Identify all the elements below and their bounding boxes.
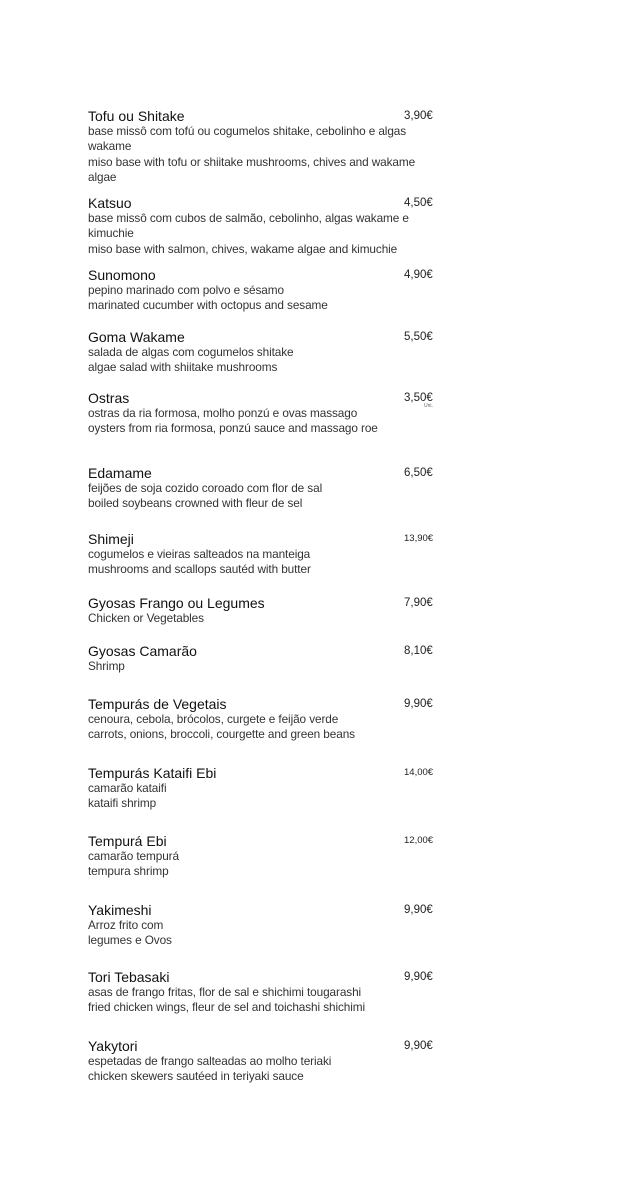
item-name: Tori Tebasaki	[88, 969, 170, 985]
menu-item	[88, 1038, 438, 1085]
item-name: Ostras	[88, 390, 130, 406]
menu-item	[88, 969, 438, 1016]
item-description: Chicken or Vegetables	[88, 611, 204, 625]
item-description: tempura shrimp	[88, 864, 169, 879]
item-name: Tofu ou Shitake	[88, 108, 185, 124]
item-description: cogumelos e vieiras salteados na manteiga	[88, 547, 311, 561]
item-name: Goma Wakame	[88, 329, 185, 345]
item-description: carrots, onions, broccoli, courgette and green beans	[88, 727, 355, 742]
item-description: camarão kataifi	[88, 781, 167, 795]
item-price: 8,10€	[404, 645, 433, 657]
item-description: ostras da ria formosa, molho ponzú e ovas massago	[88, 406, 358, 420]
item-description: camarão tempurá	[88, 849, 179, 863]
item-description: salada de algas com cogumelos shitake	[88, 345, 294, 359]
item-description: miso base with tofu or shiitake mushrooms, chives and wakame	[88, 154, 416, 169]
item-description: base missô com tofú ou cogumelos shitake, cebolinho e algas	[88, 124, 407, 138]
item-price: 4,50€	[404, 197, 433, 209]
item-name: Tempurá Ebi	[88, 833, 167, 849]
price-unit: Uni.	[424, 403, 433, 409]
item-name: Gyosas Camarão	[88, 643, 197, 659]
menu-item	[88, 833, 438, 880]
item-name: Edamame	[88, 465, 152, 481]
item-description: feijões de soja cozido coroado com flor de sal	[88, 481, 323, 495]
menu-item	[88, 390, 438, 437]
item-price: 9,90€	[404, 971, 433, 983]
item-price: 3,90€	[404, 110, 433, 122]
item-name: Katsuo	[88, 195, 132, 211]
item-description: Shrimp	[88, 659, 125, 673]
menu-item	[88, 643, 438, 674]
item-description: espetadas de frango salteadas ao molho teriaki	[88, 1054, 332, 1068]
item-description: Arroz frito com	[88, 918, 164, 932]
item-price: 3,50€	[404, 392, 433, 404]
item-description: kataifi shrimp	[88, 796, 157, 811]
item-description: algae salad with shiitake mushrooms	[88, 360, 278, 375]
item-price: 14,00€	[404, 767, 434, 778]
item-price: 6,50€	[404, 467, 433, 479]
item-name: Tempurás de Vegetais	[88, 696, 227, 712]
item-description: algae	[88, 170, 117, 185]
menu-item	[88, 267, 438, 314]
menu-item	[88, 195, 438, 257]
item-description: mushrooms and scallops sautéd with butter	[88, 562, 311, 577]
menu-item	[88, 465, 438, 512]
item-description: legumes e Ovos	[88, 933, 172, 948]
item-price: 7,90€	[404, 597, 433, 609]
menu-item	[88, 765, 438, 812]
item-description: kimuchie	[88, 226, 134, 241]
item-description: pepino marinado com polvo e sésamo	[88, 283, 284, 297]
item-description: asas de frango fritas, flor de sal e shichimi tougarashi	[88, 985, 362, 999]
item-price: 13,90€	[404, 533, 434, 544]
menu-item	[88, 696, 438, 743]
item-price: 4,90€	[404, 269, 433, 281]
item-name: Yakimeshi	[88, 902, 152, 918]
item-price: 9,90€	[404, 904, 433, 916]
item-description: miso base with salmon, chives, wakame algae and kimuchie	[88, 241, 398, 256]
menu-item	[88, 531, 438, 578]
item-description: base missô com cubos de salmão, cebolinho, algas wakame e	[88, 211, 409, 225]
item-description: boiled soybeans crowned with fleur de sel	[88, 496, 303, 511]
item-description: marinated cucumber with octopus and sesame	[88, 298, 328, 313]
menu-item	[88, 108, 438, 186]
item-description: fried chicken wings, fleur de sel and toichashi shichimi	[88, 1000, 366, 1015]
item-description: wakame	[88, 139, 132, 154]
item-name: Sunomono	[88, 267, 156, 283]
item-name: Shimeji	[88, 531, 134, 547]
item-price: 9,90€	[404, 698, 433, 710]
item-description: cenoura, cebola, brócolos, curgete e feijão verde	[88, 712, 339, 726]
item-name: Yakytori	[88, 1038, 138, 1054]
item-name: Tempurás Kataifi Ebi	[88, 765, 217, 781]
item-name: Gyosas Frango ou Legumes	[88, 595, 265, 611]
menu-item	[88, 329, 438, 376]
item-price: 9,90€	[404, 1040, 433, 1052]
item-description: oysters from ria formosa, ponzú sauce and massago roe	[88, 421, 378, 436]
item-description: chicken skewers sautéed in teriyaki sauce	[88, 1069, 304, 1084]
menu-item	[88, 902, 438, 949]
item-price: 12,00€	[404, 835, 434, 846]
item-price: 5,50€	[404, 331, 433, 343]
menu-item	[88, 595, 438, 626]
